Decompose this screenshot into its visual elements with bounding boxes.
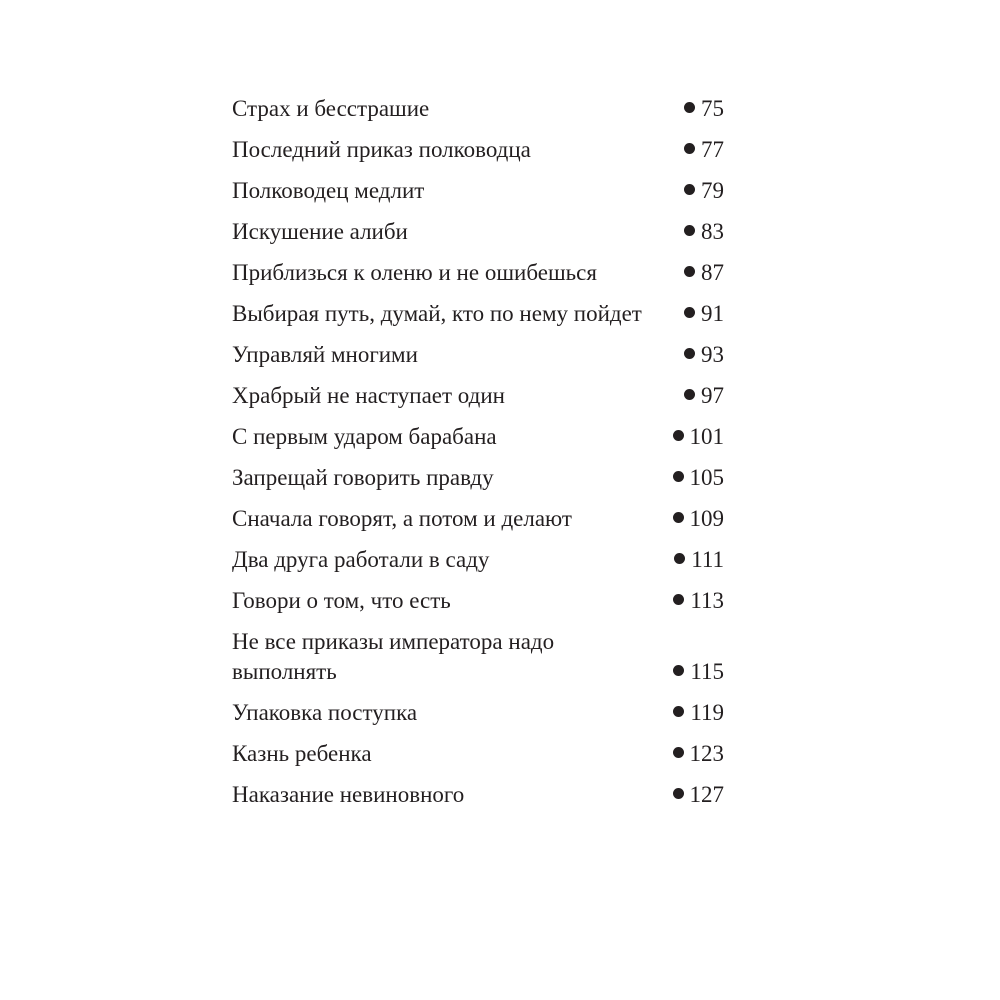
toc-entry [232, 545, 724, 575]
toc-entry-page [684, 217, 724, 247]
toc-entry-title: Полководец медлит [232, 178, 425, 203]
bullet-dot-icon [673, 706, 684, 717]
toc-entry-title: Говори о том, что есть [232, 588, 451, 613]
toc-entry-title: Не все приказы императора надо выполнять [232, 629, 555, 684]
toc-page-number: 105 [689, 465, 724, 490]
toc-entry [232, 422, 724, 452]
toc-entry-page [673, 698, 724, 728]
toc-page-number: 127 [689, 782, 724, 807]
toc-entry [232, 258, 724, 288]
toc-page-number: 111 [691, 547, 724, 572]
toc-entry-title: Искушение алиби [232, 219, 408, 244]
toc-entry-title: Казнь ребенка [232, 741, 372, 766]
toc-entry-page [673, 657, 724, 687]
toc-page-number: 75 [701, 96, 724, 121]
bullet-dot-icon [684, 389, 695, 400]
bullet-dot-icon [673, 665, 684, 676]
toc-entry [232, 463, 724, 493]
bullet-dot-icon [673, 747, 684, 758]
table-of-contents [232, 94, 724, 821]
toc-entry-page [684, 258, 724, 288]
toc-entry [232, 176, 724, 206]
toc-entry-title: Приблизься к оленю и не ошибешься [232, 260, 597, 285]
toc-entry [232, 586, 724, 616]
toc-entry-page [684, 94, 724, 124]
toc-entry-page [673, 586, 724, 616]
toc-entry-title: Управляй многими [232, 342, 418, 367]
toc-entry-page [684, 340, 724, 370]
toc-entry-title: Два друга работали в саду [232, 547, 490, 572]
bullet-dot-icon [684, 225, 695, 236]
toc-entry [232, 627, 724, 687]
bullet-dot-icon [684, 102, 695, 113]
toc-entry-title: Последний приказ полководца [232, 137, 531, 162]
toc-page-number: 119 [690, 700, 724, 725]
bullet-dot-icon [684, 348, 695, 359]
toc-entry [232, 94, 724, 124]
toc-page-number: 91 [701, 301, 724, 326]
toc-entry-page [673, 739, 725, 769]
toc-entry [232, 739, 724, 769]
toc-entry-title: Страх и бесстрашие [232, 96, 430, 121]
toc-page-number: 77 [701, 137, 724, 162]
bullet-dot-icon [674, 553, 685, 564]
toc-entry-title: Запрещай говорить правду [232, 465, 494, 490]
toc-entry [232, 135, 724, 165]
toc-entry-page [684, 299, 724, 329]
toc-entry [232, 340, 724, 370]
toc-entry-page [684, 381, 724, 411]
toc-entry-title: Упаковка поступка [232, 700, 418, 725]
toc-page-number: 101 [689, 424, 724, 449]
toc-entry-page [673, 504, 725, 534]
bullet-dot-icon [684, 184, 695, 195]
toc-page-number: 123 [689, 741, 724, 766]
toc-entry [232, 381, 724, 411]
bullet-dot-icon [673, 594, 684, 605]
toc-page-number: 83 [701, 219, 724, 244]
toc-entry-page [673, 422, 725, 452]
toc-entry-title: Сначала говорят, а потом и делают [232, 506, 572, 531]
bullet-dot-icon [673, 471, 684, 482]
toc-page-number: 109 [689, 506, 724, 531]
toc-entry-title: Наказание невиновного [232, 782, 465, 807]
toc-entry-title: Выбирая путь, думай, кто по нему пойдет [232, 301, 642, 326]
bullet-dot-icon [684, 143, 695, 154]
bullet-dot-icon [673, 788, 684, 799]
toc-entry [232, 217, 724, 247]
toc-entry-page [673, 463, 725, 493]
toc-entry [232, 299, 724, 329]
toc-page-number: 87 [701, 260, 724, 285]
bullet-dot-icon [684, 266, 695, 277]
toc-entry-page [684, 135, 724, 165]
bullet-dot-icon [673, 430, 684, 441]
toc-entry-page [674, 545, 724, 575]
toc-entry-title: С первым ударом барабана [232, 424, 497, 449]
toc-entry-page [684, 176, 724, 206]
toc-page-number: 97 [701, 383, 724, 408]
toc-entry [232, 698, 724, 728]
toc-entry-page [673, 780, 725, 810]
toc-entry-title: Храбрый не наступает один [232, 383, 505, 408]
toc-page-number: 113 [690, 588, 724, 613]
toc-entry [232, 780, 724, 810]
toc-page-number: 115 [690, 659, 724, 684]
bullet-dot-icon [684, 307, 695, 318]
toc-entry [232, 504, 724, 534]
bullet-dot-icon [673, 512, 684, 523]
toc-page-number: 79 [701, 178, 724, 203]
toc-page-number: 93 [701, 342, 724, 367]
